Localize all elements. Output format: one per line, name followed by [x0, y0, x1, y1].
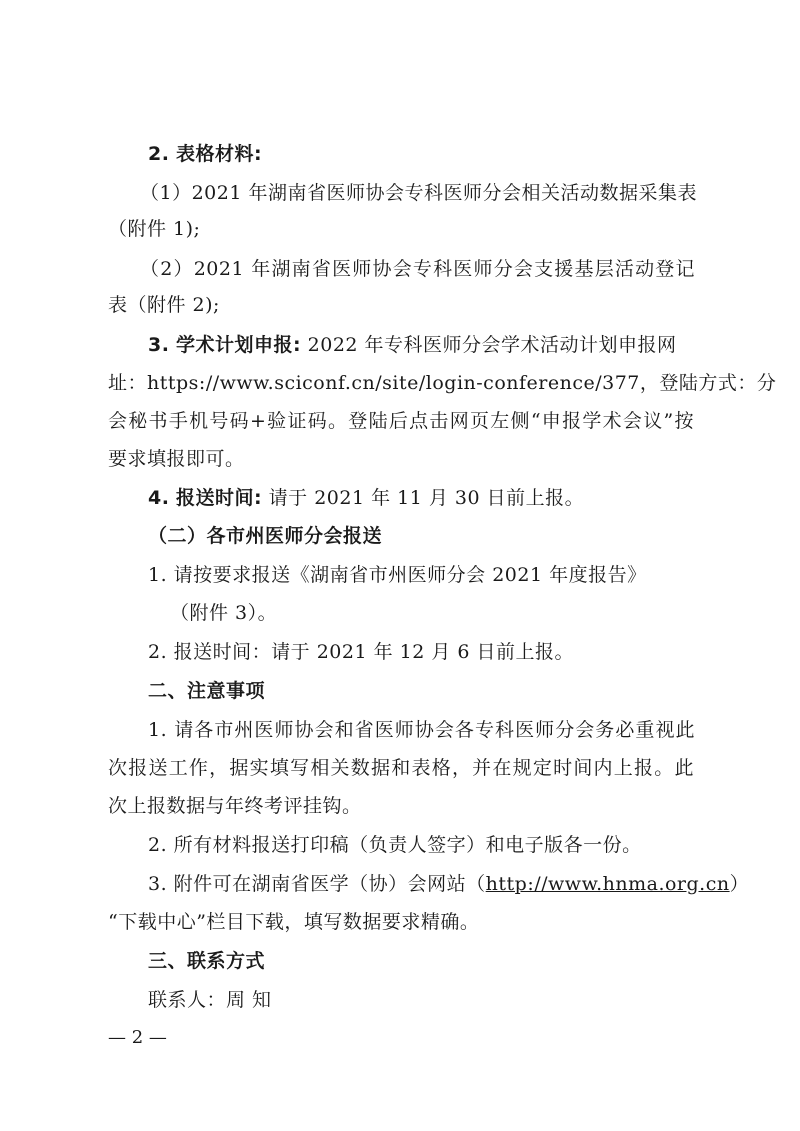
note-1-line-2: 次报送工作，据实填写相关数据和表格，并在规定时间内上报。此 — [108, 757, 694, 779]
section-4-title: 报送时间: — [176, 487, 263, 509]
note-3-line-2: “下载中心”栏目下载，填写数据要求精确。 — [108, 911, 480, 933]
part-2-heading: 二、注意事项 — [148, 680, 266, 702]
section-3-line-2: 址：https://www.sciconf.cn/site/login-conference/377，登陆方式：分 — [108, 372, 777, 394]
section-3-line-3: 会秘书手机号码+验证码。登陆后点击网页左侧“申报学术会议”按 — [108, 410, 694, 432]
page-number: — 2 — — [108, 1027, 167, 1048]
section-3-line-1 — [148, 331, 695, 359]
section-3-title: 学术计划申报: — [176, 334, 302, 356]
section-3-text: 2022 年专科医师分会学术活动计划申报网 — [307, 334, 677, 356]
form-item-2-line-1: （2）2021 年湖南省医师协会专科医师分会支援基层活动登记 — [140, 258, 695, 280]
note-3-suffix: ） — [729, 873, 750, 895]
section-3-line-4: 要求填报即可。 — [108, 448, 245, 470]
section-4-number: 4. — [148, 487, 170, 509]
note-3-prefix: 3. 附件可在湖南省医学（协）会网站（ — [148, 873, 486, 895]
subsection-2-item-1-line-2: （附件 3）。 — [170, 602, 278, 624]
subsection-2-item-1-line-1: 1. 请按要求报送《湖南省市州医师分会 2021 年度报告》 — [148, 564, 647, 586]
association-website-link[interactable]: http://www.hnma.org.cn — [485, 873, 730, 895]
contact-person: 联系人：周 知 — [148, 989, 272, 1011]
note-2: 2. 所有材料报送打印稿（负责人签字）和电子版各一份。 — [148, 834, 642, 856]
subsection-2-heading: （二）各市州医师分会报送 — [148, 525, 383, 547]
form-item-2-line-2: 表（附件 2); — [108, 294, 220, 316]
section-3-number: 3. — [148, 334, 170, 356]
note-1-line-1: 1. 请各市州医师协会和省医师协会各专科医师分会务必重视此 — [148, 719, 695, 741]
note-3-line-1 — [148, 870, 749, 898]
part-3-heading: 三、联系方式 — [148, 950, 266, 972]
section-4-line — [148, 484, 584, 512]
form-item-1-line-1: （1）2021 年湖南省医师协会专科医师分会相关活动数据采集表 — [140, 182, 697, 204]
subsection-2-item-2: 2. 报送时间：请于 2021 年 12 月 6 日前上报。 — [148, 641, 575, 663]
form-item-1-line-2: （附件 1); — [108, 218, 201, 240]
note-1-line-3: 次上报数据与年终考评挂钩。 — [108, 795, 362, 817]
section-4-text: 请于 2021 年 11 月 30 日前上报。 — [268, 487, 585, 509]
section-2-heading — [148, 140, 262, 168]
section-2-number: 2. — [148, 143, 170, 165]
section-2-title: 表格材料: — [176, 143, 263, 165]
